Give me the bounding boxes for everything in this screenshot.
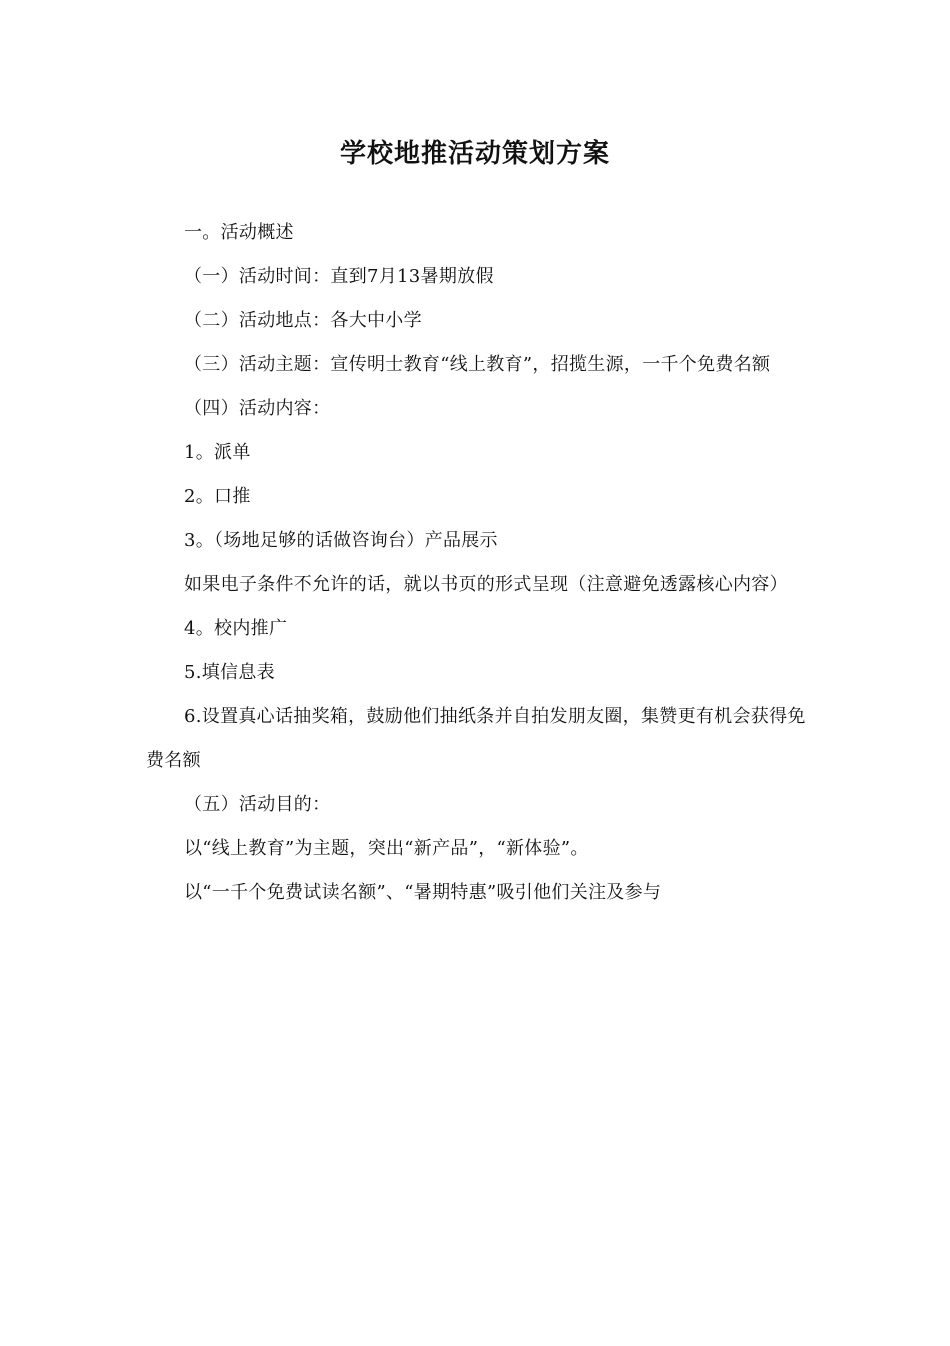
list-item-lottery-box: 6.设置真心话抽奖箱，鼓励他们抽纸条并自拍发朋友圈，集赞更有机会获得免费名额 — [146, 706, 806, 771]
activity-time-paragraph: （一）活动时间：直到7月13暑期放假 — [184, 266, 494, 287]
list-item-verbal-promotion: 2。口推 — [184, 486, 251, 507]
section-heading-overview: 一。活动概述 — [184, 222, 294, 243]
purpose-paragraph-attract: 以“一千个免费试读名额”、“暑期特惠”吸引他们关注及参与 — [184, 882, 662, 903]
list-item-flyers: 1。派单 — [184, 442, 251, 463]
list-item-campus-promotion: 4。校内推广 — [184, 618, 288, 639]
activity-purpose-heading: （五）活动目的： — [184, 794, 331, 815]
document-body — [146, 211, 806, 915]
list-item-product-display: 3。（场地足够的话做咨询台）产品展示 — [184, 530, 498, 551]
activity-theme-paragraph: （三）活动主题：宣传明士教育“线上教育”，招揽生源，一千个免费名额 — [184, 354, 771, 375]
product-display-note-paragraph: 如果电子条件不允许的话，就以书页的形式呈现（注意避免透露核心内容） — [184, 574, 788, 595]
document-title: 学校地推活动策划方案 — [339, 139, 610, 169]
purpose-paragraph-theme: 以“线上教育”为主题，突出“新产品”，“新体验”。 — [184, 838, 589, 859]
activity-content-heading: （四）活动内容： — [184, 398, 331, 419]
activity-location-paragraph: （二）活动地点：各大中小学 — [184, 310, 422, 331]
list-item-info-form: 5.填信息表 — [184, 662, 275, 683]
